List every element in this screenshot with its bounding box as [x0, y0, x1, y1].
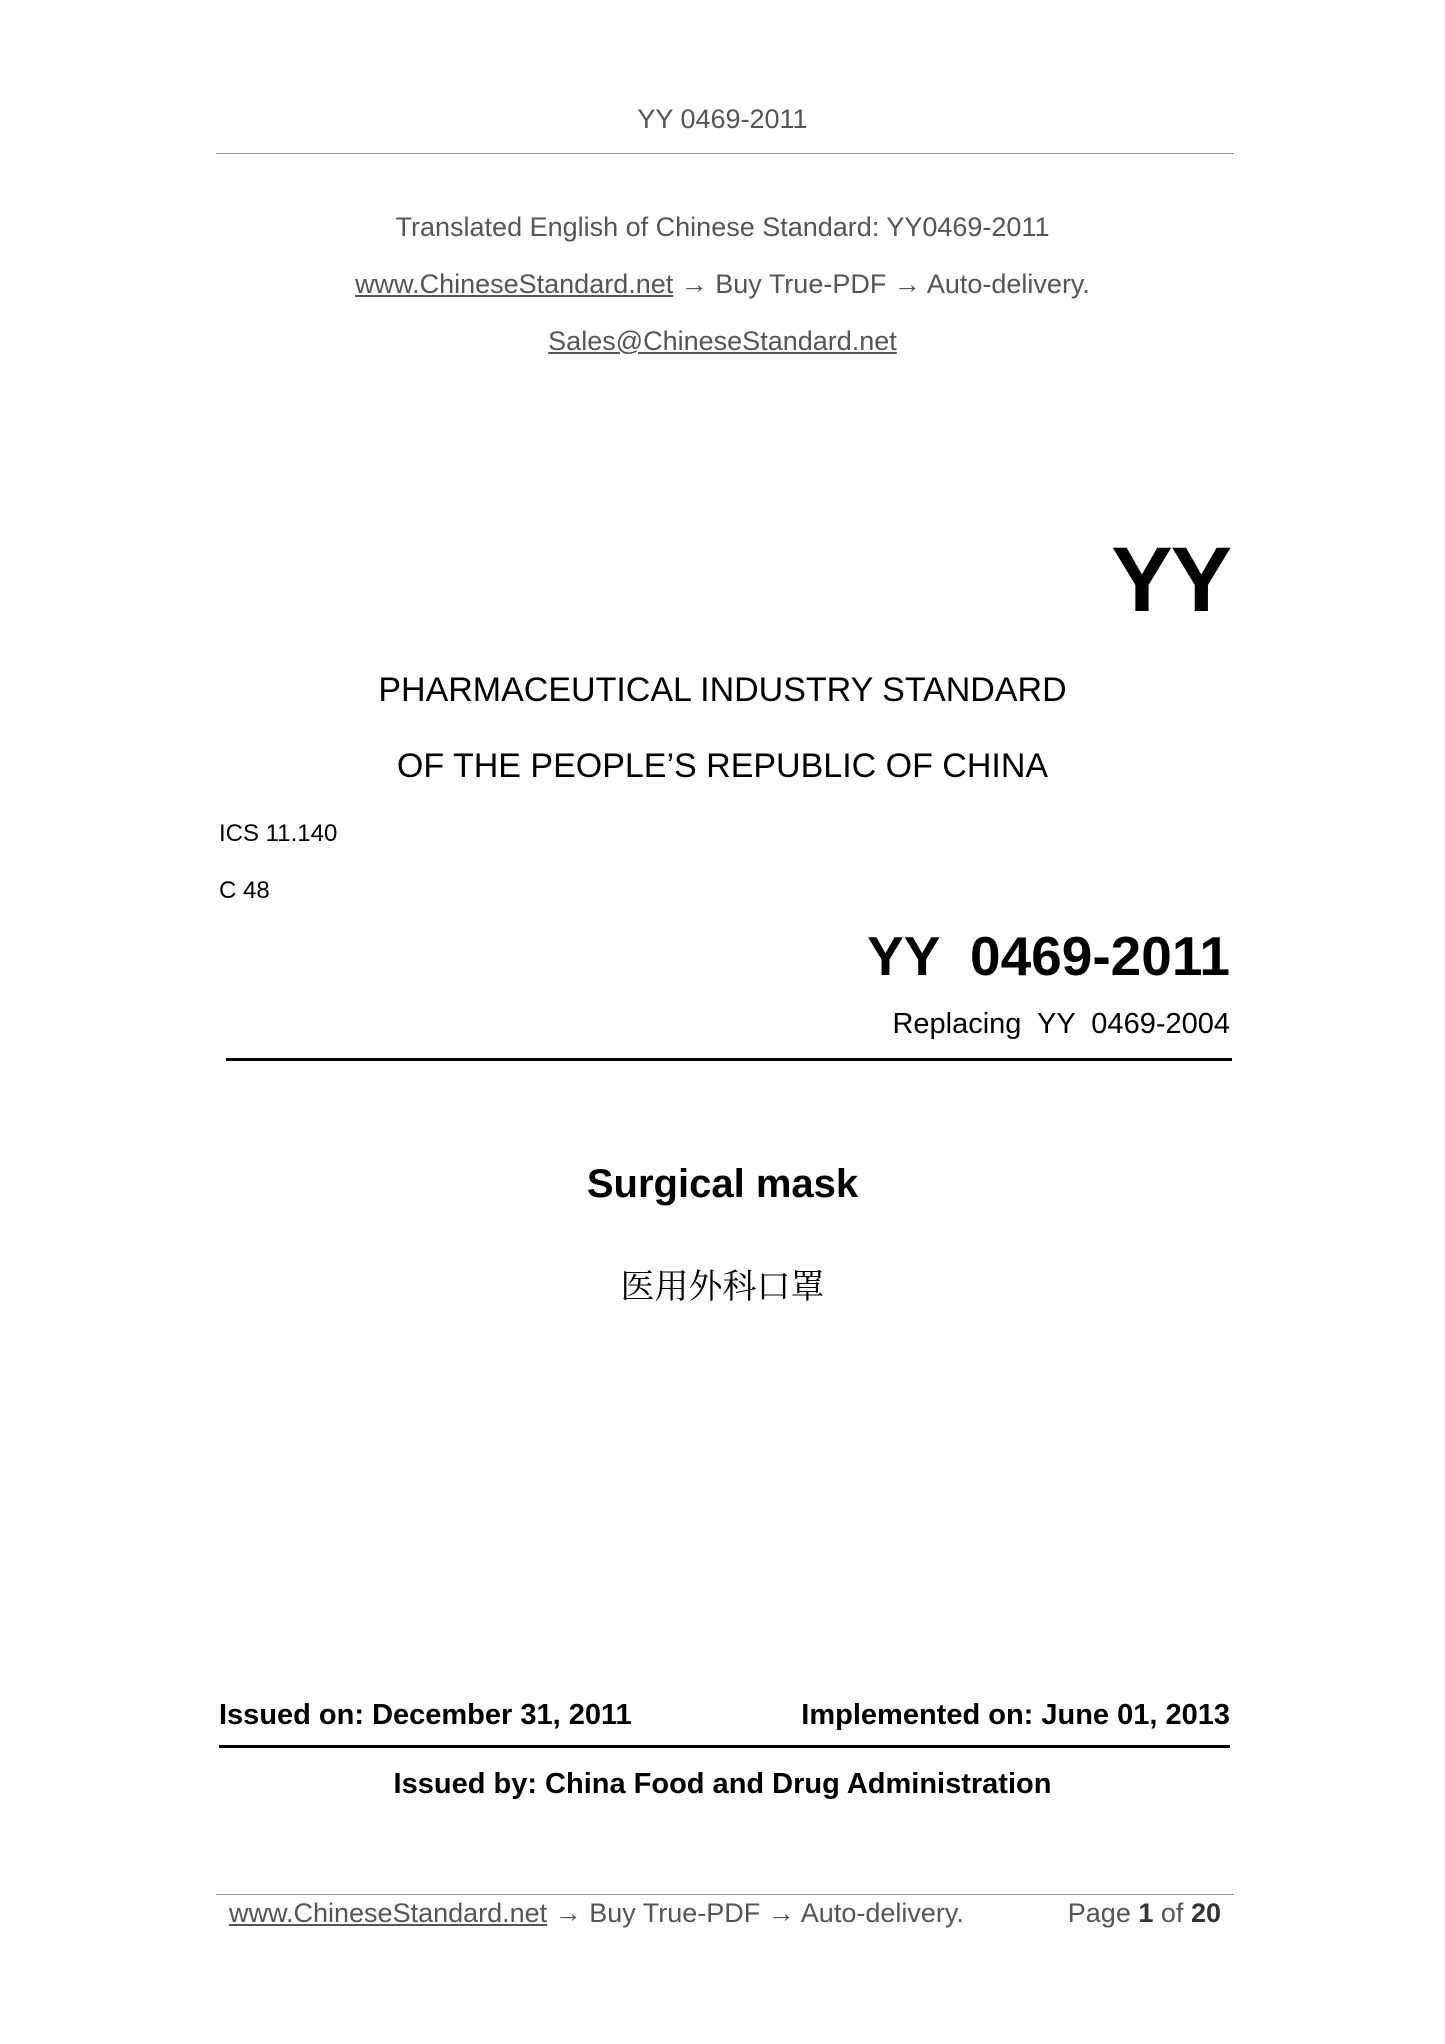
sales-email-link[interactable]: Sales@ChineseStandard.net	[548, 326, 897, 356]
arrow-right-icon: →	[767, 1898, 795, 1928]
footer-divider	[216, 1894, 1234, 1895]
standard-number: YY 0469-2011	[867, 925, 1230, 987]
page-of-label: of	[1160, 1898, 1184, 1928]
sales-email-line	[0, 326, 1445, 357]
promo-line	[0, 269, 1445, 300]
footer-promo	[229, 1898, 964, 1929]
implemented-on-date: Implemented on: June 01, 2013	[801, 1699, 1230, 1731]
translation-notice: Translated English of Chinese Standard: YY0469-2011	[395, 212, 1050, 242]
ics-code: ICS 11.140	[219, 820, 338, 847]
page-total: 20	[1190, 1898, 1221, 1928]
page-current: 1	[1138, 1898, 1154, 1928]
arrow-right-icon: →	[893, 269, 921, 299]
site-link[interactable]: www.ChineseStandard.net	[355, 269, 674, 299]
auto-delivery-text: Auto-delivery.	[800, 1898, 964, 1928]
title-divider	[226, 1058, 1232, 1061]
auto-delivery-text: Auto-delivery.	[926, 269, 1090, 299]
arrow-right-icon: →	[554, 1898, 582, 1928]
page-number	[1068, 1898, 1221, 1929]
document-title-cn: 医用外科口罩	[620, 1267, 825, 1307]
document-title-en: Surgical mask	[586, 1162, 859, 1206]
footer-site-link[interactable]: www.ChineseStandard.net	[229, 1898, 548, 1928]
replacing-standard: Replacing YY 0469-2004	[892, 1008, 1230, 1040]
dates-divider	[219, 1745, 1230, 1748]
standard-title-line1: PHARMACEUTICAL INDUSTRY STANDARD	[378, 671, 1067, 709]
buy-true-pdf-text: Buy True-PDF	[715, 269, 887, 299]
running-header: YY 0469-2011	[637, 104, 808, 134]
standard-logo-code: YY	[1111, 529, 1230, 631]
header-divider	[216, 153, 1234, 154]
page-label: Page	[1067, 1898, 1131, 1928]
ccs-code: C 48	[219, 877, 270, 904]
issued-by: Issued by: China Food and Drug Administration	[393, 1768, 1052, 1800]
standard-title-line2: OF THE PEOPLE’S REPUBLIC OF CHINA	[396, 747, 1049, 785]
issued-on-date: Issued on: December 31, 2011	[219, 1699, 632, 1731]
arrow-right-icon: →	[680, 269, 708, 299]
buy-true-pdf-text: Buy True-PDF	[589, 1898, 761, 1928]
